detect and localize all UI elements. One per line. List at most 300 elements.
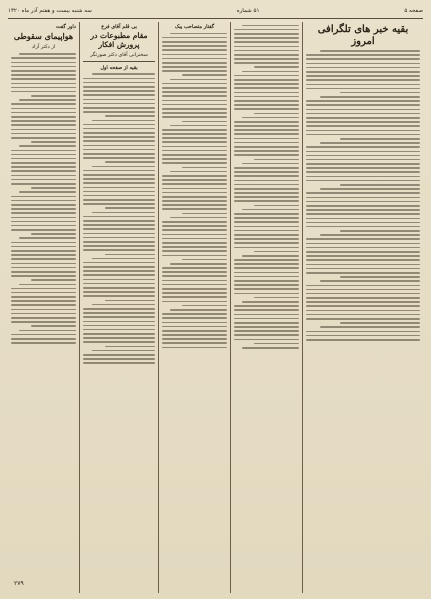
text-line [306, 251, 420, 253]
text-line [234, 280, 299, 282]
text-line [83, 308, 155, 310]
text-line [11, 296, 76, 298]
text-line [162, 87, 227, 89]
text-line [162, 292, 227, 294]
text-line [31, 141, 77, 143]
text-line [234, 247, 299, 249]
text-line [11, 70, 76, 72]
text-line [340, 92, 420, 94]
text-line [11, 200, 76, 202]
text-line [162, 330, 227, 332]
text-line [83, 333, 155, 335]
text-line [234, 129, 299, 131]
text-line [162, 158, 227, 160]
text-line [234, 75, 299, 77]
text-line [83, 153, 155, 155]
text-line [83, 245, 155, 247]
text-line [92, 73, 155, 75]
text-line [11, 103, 76, 105]
text-line [340, 276, 420, 278]
text-line [162, 66, 227, 68]
text-line [11, 217, 76, 219]
text-line [11, 57, 76, 59]
text-line [320, 188, 420, 190]
text-line [83, 241, 155, 243]
text-line [320, 280, 420, 282]
text-line [234, 263, 299, 265]
text-line [234, 33, 299, 35]
text-line [11, 150, 76, 152]
text-line [340, 322, 420, 324]
text-line [83, 325, 155, 327]
text-line [11, 304, 76, 306]
text-line [162, 225, 227, 227]
text-line [234, 54, 299, 56]
text-line [234, 133, 299, 135]
text-line [83, 187, 155, 189]
text-line [83, 99, 155, 101]
text-line [306, 301, 420, 303]
text-line [19, 284, 76, 286]
text-line [234, 242, 299, 244]
text-line [162, 238, 227, 240]
text-line [83, 362, 155, 364]
col5-section: داور گفت [55, 24, 76, 30]
text-line [234, 167, 299, 169]
text-line [162, 334, 227, 336]
text-line [306, 180, 420, 182]
text-line [170, 33, 227, 35]
text-line [162, 129, 227, 131]
text-line [234, 108, 299, 110]
text-line [83, 132, 155, 134]
text-line [306, 146, 420, 148]
text-line [306, 121, 420, 123]
text-line [19, 191, 76, 193]
text-line [234, 87, 299, 89]
col4-body [83, 73, 155, 364]
text-line [31, 325, 77, 327]
text-line [320, 326, 420, 328]
text-line [234, 309, 299, 311]
text-line [234, 100, 299, 102]
text-line [234, 217, 299, 219]
text-line [306, 314, 420, 316]
column-3 [159, 22, 231, 593]
text-line [162, 54, 227, 56]
text-line [83, 295, 155, 297]
text-line [306, 109, 420, 111]
text-line [162, 200, 227, 202]
text-line [306, 297, 420, 299]
text-line [242, 163, 299, 165]
col5-body [11, 53, 76, 344]
text-line [83, 216, 155, 218]
text-line [234, 92, 299, 94]
text-line [162, 208, 227, 210]
col4-headline: مقام مطبوعات در پرورش افکار [90, 31, 148, 49]
text-line [234, 142, 299, 144]
text-line [320, 96, 420, 98]
col5-footnum: ۲۷۹ [14, 580, 24, 587]
col4-topline: بی قلم آقای فرخ [101, 24, 137, 30]
text-line [306, 100, 420, 102]
text-line [11, 196, 76, 198]
text-line [83, 82, 155, 84]
text-line [254, 205, 300, 207]
text-line [83, 195, 155, 197]
text-line [234, 339, 299, 341]
col3-smallhead: گفتار متصاحب یبک [174, 24, 215, 30]
columns-container [8, 22, 423, 593]
text-line [83, 203, 155, 205]
text-line [234, 150, 299, 152]
text-line [162, 196, 227, 198]
text-line [162, 255, 227, 257]
text-line [83, 279, 155, 281]
text-line [11, 321, 76, 323]
text-line [234, 230, 299, 232]
text-line [11, 313, 76, 315]
text-line [162, 146, 227, 148]
text-line [234, 83, 299, 85]
text-line [162, 275, 227, 277]
text-line [182, 74, 228, 76]
text-line [306, 155, 420, 157]
header-page-number: صفحه ۵ [404, 8, 423, 14]
text-line [105, 300, 155, 302]
text-line [306, 176, 420, 178]
text-line [234, 146, 299, 148]
text-line [83, 124, 155, 126]
text-line [306, 171, 420, 173]
text-line [105, 207, 155, 209]
text-line [11, 175, 76, 177]
text-line [234, 213, 299, 215]
text-line [340, 138, 420, 140]
text-line [306, 331, 420, 333]
text-line [83, 354, 155, 356]
text-line [83, 224, 155, 226]
text-line [234, 62, 299, 64]
text-line [11, 258, 76, 260]
text-line [83, 283, 155, 285]
text-line [162, 83, 227, 85]
text-line [11, 271, 76, 273]
text-line [242, 301, 299, 303]
text-line [11, 162, 76, 164]
text-line [11, 166, 76, 168]
text-line [234, 238, 299, 240]
text-line [11, 91, 76, 93]
text-line [306, 113, 420, 115]
text-line [92, 166, 155, 168]
text-line [182, 121, 228, 123]
text-line [162, 45, 227, 47]
text-line [234, 200, 299, 202]
col4-section: بقیه از صفحه اول [100, 64, 138, 71]
text-line [31, 233, 77, 235]
header-date: سه شنبه بیست و هفتم آذر ماه ۱۳۲۰ [8, 8, 92, 14]
text-line [162, 41, 227, 43]
text-line [306, 163, 420, 165]
text-line [234, 125, 299, 127]
text-line [83, 337, 155, 339]
text-line [31, 187, 77, 189]
text-line [306, 67, 420, 69]
text-line [306, 130, 420, 132]
text-line [306, 259, 420, 261]
text-line [19, 99, 76, 101]
text-line [105, 115, 155, 117]
text-line [234, 288, 299, 290]
text-line [306, 238, 420, 240]
text-line [83, 316, 155, 318]
text-line [242, 209, 299, 211]
text-line [162, 250, 227, 252]
text-line [234, 267, 299, 269]
text-line [306, 88, 420, 90]
text-line [340, 230, 420, 232]
text-line [83, 103, 155, 105]
text-line [11, 183, 76, 185]
header-issue-number: ۵۱ شماره [236, 8, 260, 14]
text-line [234, 154, 299, 156]
text-line [11, 288, 76, 290]
text-line [83, 274, 155, 276]
text-line [234, 196, 299, 198]
text-line [234, 284, 299, 286]
text-line [306, 192, 420, 194]
text-line [11, 108, 76, 110]
text-line [162, 229, 227, 231]
text-line [11, 229, 76, 231]
text-line [234, 46, 299, 48]
text-line [234, 259, 299, 261]
text-line [306, 226, 420, 228]
text-line [234, 334, 299, 336]
col5-headline: هواپیمای سقوطی [13, 31, 74, 41]
text-line [254, 297, 300, 299]
text-line [162, 91, 227, 93]
text-line [234, 234, 299, 236]
text-line [182, 259, 228, 261]
text-line [83, 111, 155, 113]
text-line [162, 280, 227, 282]
text-line [234, 184, 299, 186]
text-line [83, 178, 155, 180]
text-line [306, 63, 420, 65]
text-line [11, 137, 76, 139]
text-line [234, 318, 299, 320]
text-line [320, 234, 420, 236]
text-line [19, 237, 76, 239]
text-line [11, 309, 76, 311]
text-line [162, 58, 227, 60]
text-line [31, 95, 77, 97]
text-line [83, 237, 155, 239]
text-line [31, 279, 77, 281]
text-line [162, 338, 227, 340]
text-line [162, 141, 227, 143]
text-line [83, 329, 155, 331]
text-line [11, 129, 76, 131]
col3-body [162, 33, 227, 349]
text-line [306, 293, 420, 295]
text-line [306, 79, 420, 81]
text-line [254, 159, 300, 161]
text-line [83, 145, 155, 147]
text-line [234, 305, 299, 307]
text-line [162, 301, 227, 303]
text-line [83, 270, 155, 272]
text-line [83, 266, 155, 268]
column-5 [8, 22, 80, 593]
text-line [83, 170, 155, 172]
text-line [11, 83, 76, 85]
text-line [83, 174, 155, 176]
text-line [242, 255, 299, 257]
text-line [234, 226, 299, 228]
text-line [234, 138, 299, 140]
text-line [92, 304, 155, 306]
text-line [234, 104, 299, 106]
text-line [242, 117, 299, 119]
text-line [11, 342, 76, 344]
text-line [83, 287, 155, 289]
text-line [306, 247, 420, 249]
column-4 [80, 22, 159, 593]
text-line [11, 170, 76, 172]
text-line [306, 335, 420, 337]
text-line [19, 330, 76, 332]
text-line [83, 94, 155, 96]
text-line [306, 305, 420, 307]
text-line [83, 341, 155, 343]
text-line [83, 78, 155, 80]
text-line [11, 154, 76, 156]
text-line [320, 50, 420, 52]
text-line [11, 242, 76, 244]
text-line [83, 262, 155, 264]
text-line [306, 205, 420, 207]
text-line [83, 228, 155, 230]
text-line [306, 151, 420, 153]
text-line [105, 161, 155, 163]
text-line [234, 192, 299, 194]
text-line [162, 271, 227, 273]
text-line [234, 41, 299, 43]
text-line [234, 58, 299, 60]
text-line [234, 37, 299, 39]
text-line [92, 212, 155, 214]
text-line [11, 212, 76, 214]
text-line [306, 134, 420, 136]
text-line [162, 108, 227, 110]
text-line [306, 84, 420, 86]
text-line [83, 136, 155, 138]
text-line [11, 225, 76, 227]
text-line [162, 49, 227, 51]
text-line [162, 112, 227, 114]
text-line [83, 321, 155, 323]
text-line [306, 209, 420, 211]
text-line [83, 107, 155, 109]
col1-body [306, 50, 420, 341]
text-line [83, 149, 155, 151]
text-line [162, 37, 227, 39]
text-line [306, 75, 420, 77]
text-line [234, 175, 299, 177]
text-line [92, 350, 155, 352]
text-line [234, 29, 299, 31]
page-header [8, 4, 423, 19]
text-line [162, 95, 227, 97]
text-line [162, 234, 227, 236]
text-line [11, 204, 76, 206]
text-line [83, 233, 155, 235]
text-line [306, 58, 420, 60]
column-1 [303, 22, 423, 593]
text-line [83, 157, 155, 159]
text-line [242, 347, 299, 349]
text-line [162, 313, 227, 315]
text-line [162, 137, 227, 139]
text-line [162, 62, 227, 64]
text-line [83, 86, 155, 88]
text-line [11, 317, 76, 319]
text-line [162, 133, 227, 135]
text-line [182, 167, 228, 169]
text-line [234, 50, 299, 52]
text-line [83, 182, 155, 184]
text-line [306, 167, 420, 169]
text-line [83, 191, 155, 193]
text-line [170, 309, 227, 311]
text-line [83, 140, 155, 142]
col1-headline: بقیه خبر های تلگرافی امروز [317, 24, 409, 47]
text-line [234, 121, 299, 123]
text-line [105, 346, 155, 348]
text-line [306, 272, 420, 274]
text-line [162, 116, 227, 118]
text-line [306, 71, 420, 73]
text-line [306, 339, 420, 341]
text-line [182, 213, 228, 215]
text-line [162, 326, 227, 328]
text-line [83, 128, 155, 130]
text-line [83, 249, 155, 251]
text-line [170, 171, 227, 173]
text-line [11, 78, 76, 80]
text-line [234, 188, 299, 190]
text-line [170, 263, 227, 265]
text-line [234, 326, 299, 328]
text-line [234, 96, 299, 98]
text-line [11, 250, 76, 252]
text-line [170, 125, 227, 127]
text-line [162, 154, 227, 156]
text-line [83, 312, 155, 314]
text-line [234, 221, 299, 223]
text-line [162, 246, 227, 248]
text-line [11, 116, 76, 118]
text-line [306, 255, 420, 257]
text-line [162, 221, 227, 223]
text-line [11, 292, 76, 294]
text-line [234, 330, 299, 332]
text-line [242, 71, 299, 73]
